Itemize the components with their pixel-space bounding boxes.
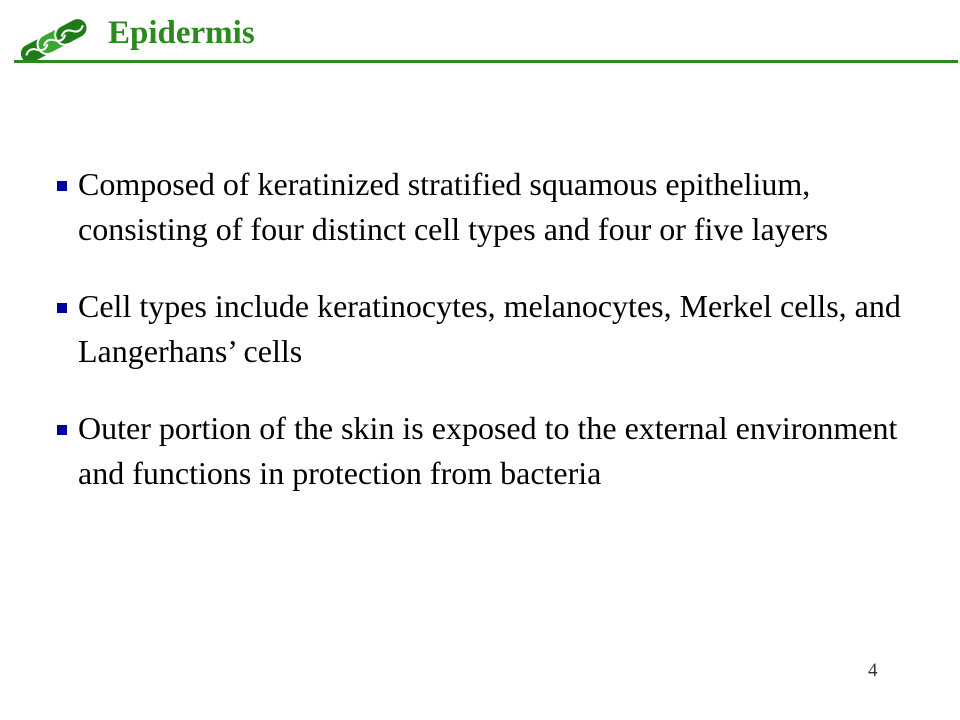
bullet-item [72,284,932,374]
square-bullet-icon [57,303,67,313]
bullet-text: Outer portion of the skin is exposed to the external environment and functions in protection from bacteria [78,410,898,491]
bullet-item [72,162,932,252]
slide-number: 4 [868,660,878,681]
bullet-list [72,162,932,528]
square-bullet-icon [57,425,67,435]
square-bullet-icon [57,181,67,191]
title-divider [14,60,958,63]
cell-logo-icon [14,8,104,64]
bullet-text: Composed of keratinized stratified squamous epithelium, consisting of four distinct cell types and four or five layers [78,166,829,247]
bullet-text: Cell types include keratinocytes, melanocytes, Merkel cells, and Langerhans’ cells [78,288,901,369]
bullet-item [72,406,932,496]
slide-title: Epidermis [108,15,255,51]
